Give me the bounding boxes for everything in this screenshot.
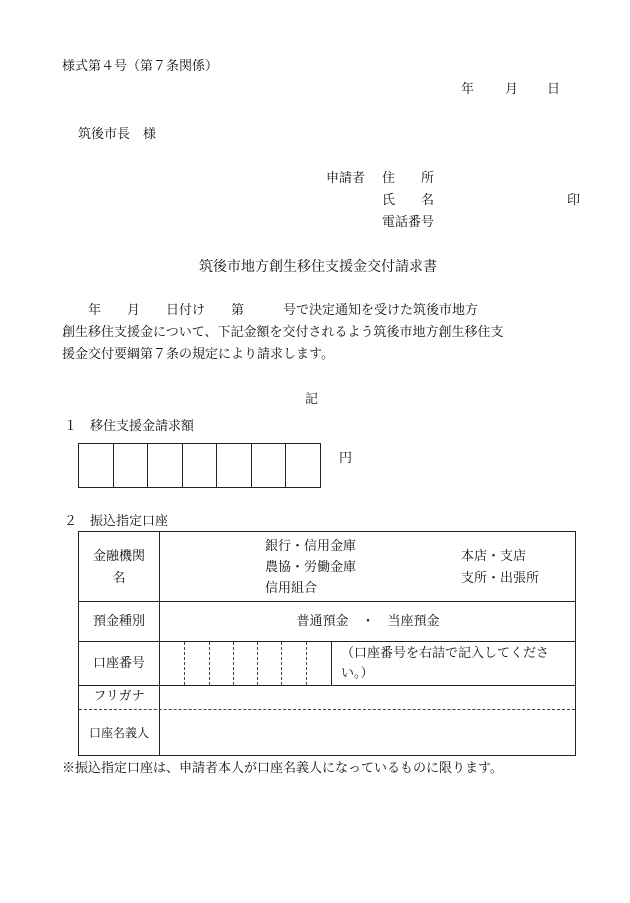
amount-digit-boxes[interactable] bbox=[78, 443, 321, 488]
document-title: 筑後市地方創生移住支援金交付請求書 bbox=[199, 259, 437, 275]
yen-unit: 円 bbox=[339, 451, 353, 466]
account-number-label: 口座番号 bbox=[92, 656, 145, 671]
body-line-1: 年 月 日付け 第 号で決定通知を受けた筑後市地方 bbox=[62, 303, 479, 318]
date-year-label: 年 bbox=[461, 82, 475, 97]
addressee: 筑後市長 様 bbox=[78, 127, 157, 142]
furigana-field[interactable] bbox=[163, 688, 571, 706]
section2-heading: ２ 振込指定口座 bbox=[64, 514, 169, 529]
address-label: 住 所 bbox=[382, 171, 435, 186]
bank-account-table bbox=[78, 531, 576, 756]
institution-type-2[interactable]: 農協・労働金庫 bbox=[265, 560, 357, 575]
institution-label-1: 金融機関 bbox=[92, 549, 145, 564]
account-note-line-1: （口座番号を右詰で記入してくださ bbox=[341, 646, 550, 661]
footnote: ※振込指定口座は、申請者本人が口座名義人になっているものに限ります。 bbox=[62, 761, 503, 776]
account-holder-field[interactable] bbox=[163, 714, 571, 752]
institution-type-3[interactable]: 信用組合 bbox=[265, 581, 318, 596]
date-month-label: 月 bbox=[505, 82, 519, 97]
phone-label: 電話番号 bbox=[382, 215, 435, 230]
seal-mark: 印 bbox=[567, 193, 581, 208]
account-note-line-2: い。） bbox=[341, 666, 374, 681]
section1-heading: １ 移住支援金請求額 bbox=[64, 419, 195, 434]
applicant-label: 申請者 bbox=[326, 171, 366, 186]
body-line-2: 創生移住支援金について、下記金額を交付されるよう筑後市地方創生移住支 bbox=[62, 325, 504, 340]
institution-label-2: 名 bbox=[112, 571, 126, 586]
furigana-label: フリガナ bbox=[93, 689, 145, 704]
body-line-3: 援金交付要綱第７条の規定により請求します。 bbox=[62, 347, 334, 362]
account-holder-label: 口座名義人 bbox=[88, 726, 149, 740]
form-number-label: 様式第４号（第７条関係） bbox=[62, 59, 219, 74]
deposit-type-label: 預金種別 bbox=[92, 614, 145, 629]
ki-heading: 記 bbox=[305, 392, 319, 407]
name-label: 氏 名 bbox=[382, 193, 435, 208]
deposit-type-options[interactable]: 普通預金 ・ 当座預金 bbox=[296, 614, 440, 629]
date-day-label: 日 bbox=[547, 82, 561, 97]
institution-type-1[interactable]: 銀行・信用金庫 bbox=[265, 539, 357, 554]
branch-type-1[interactable]: 本店・支店 bbox=[461, 549, 527, 564]
branch-type-2[interactable]: 支所・出張所 bbox=[461, 571, 540, 586]
